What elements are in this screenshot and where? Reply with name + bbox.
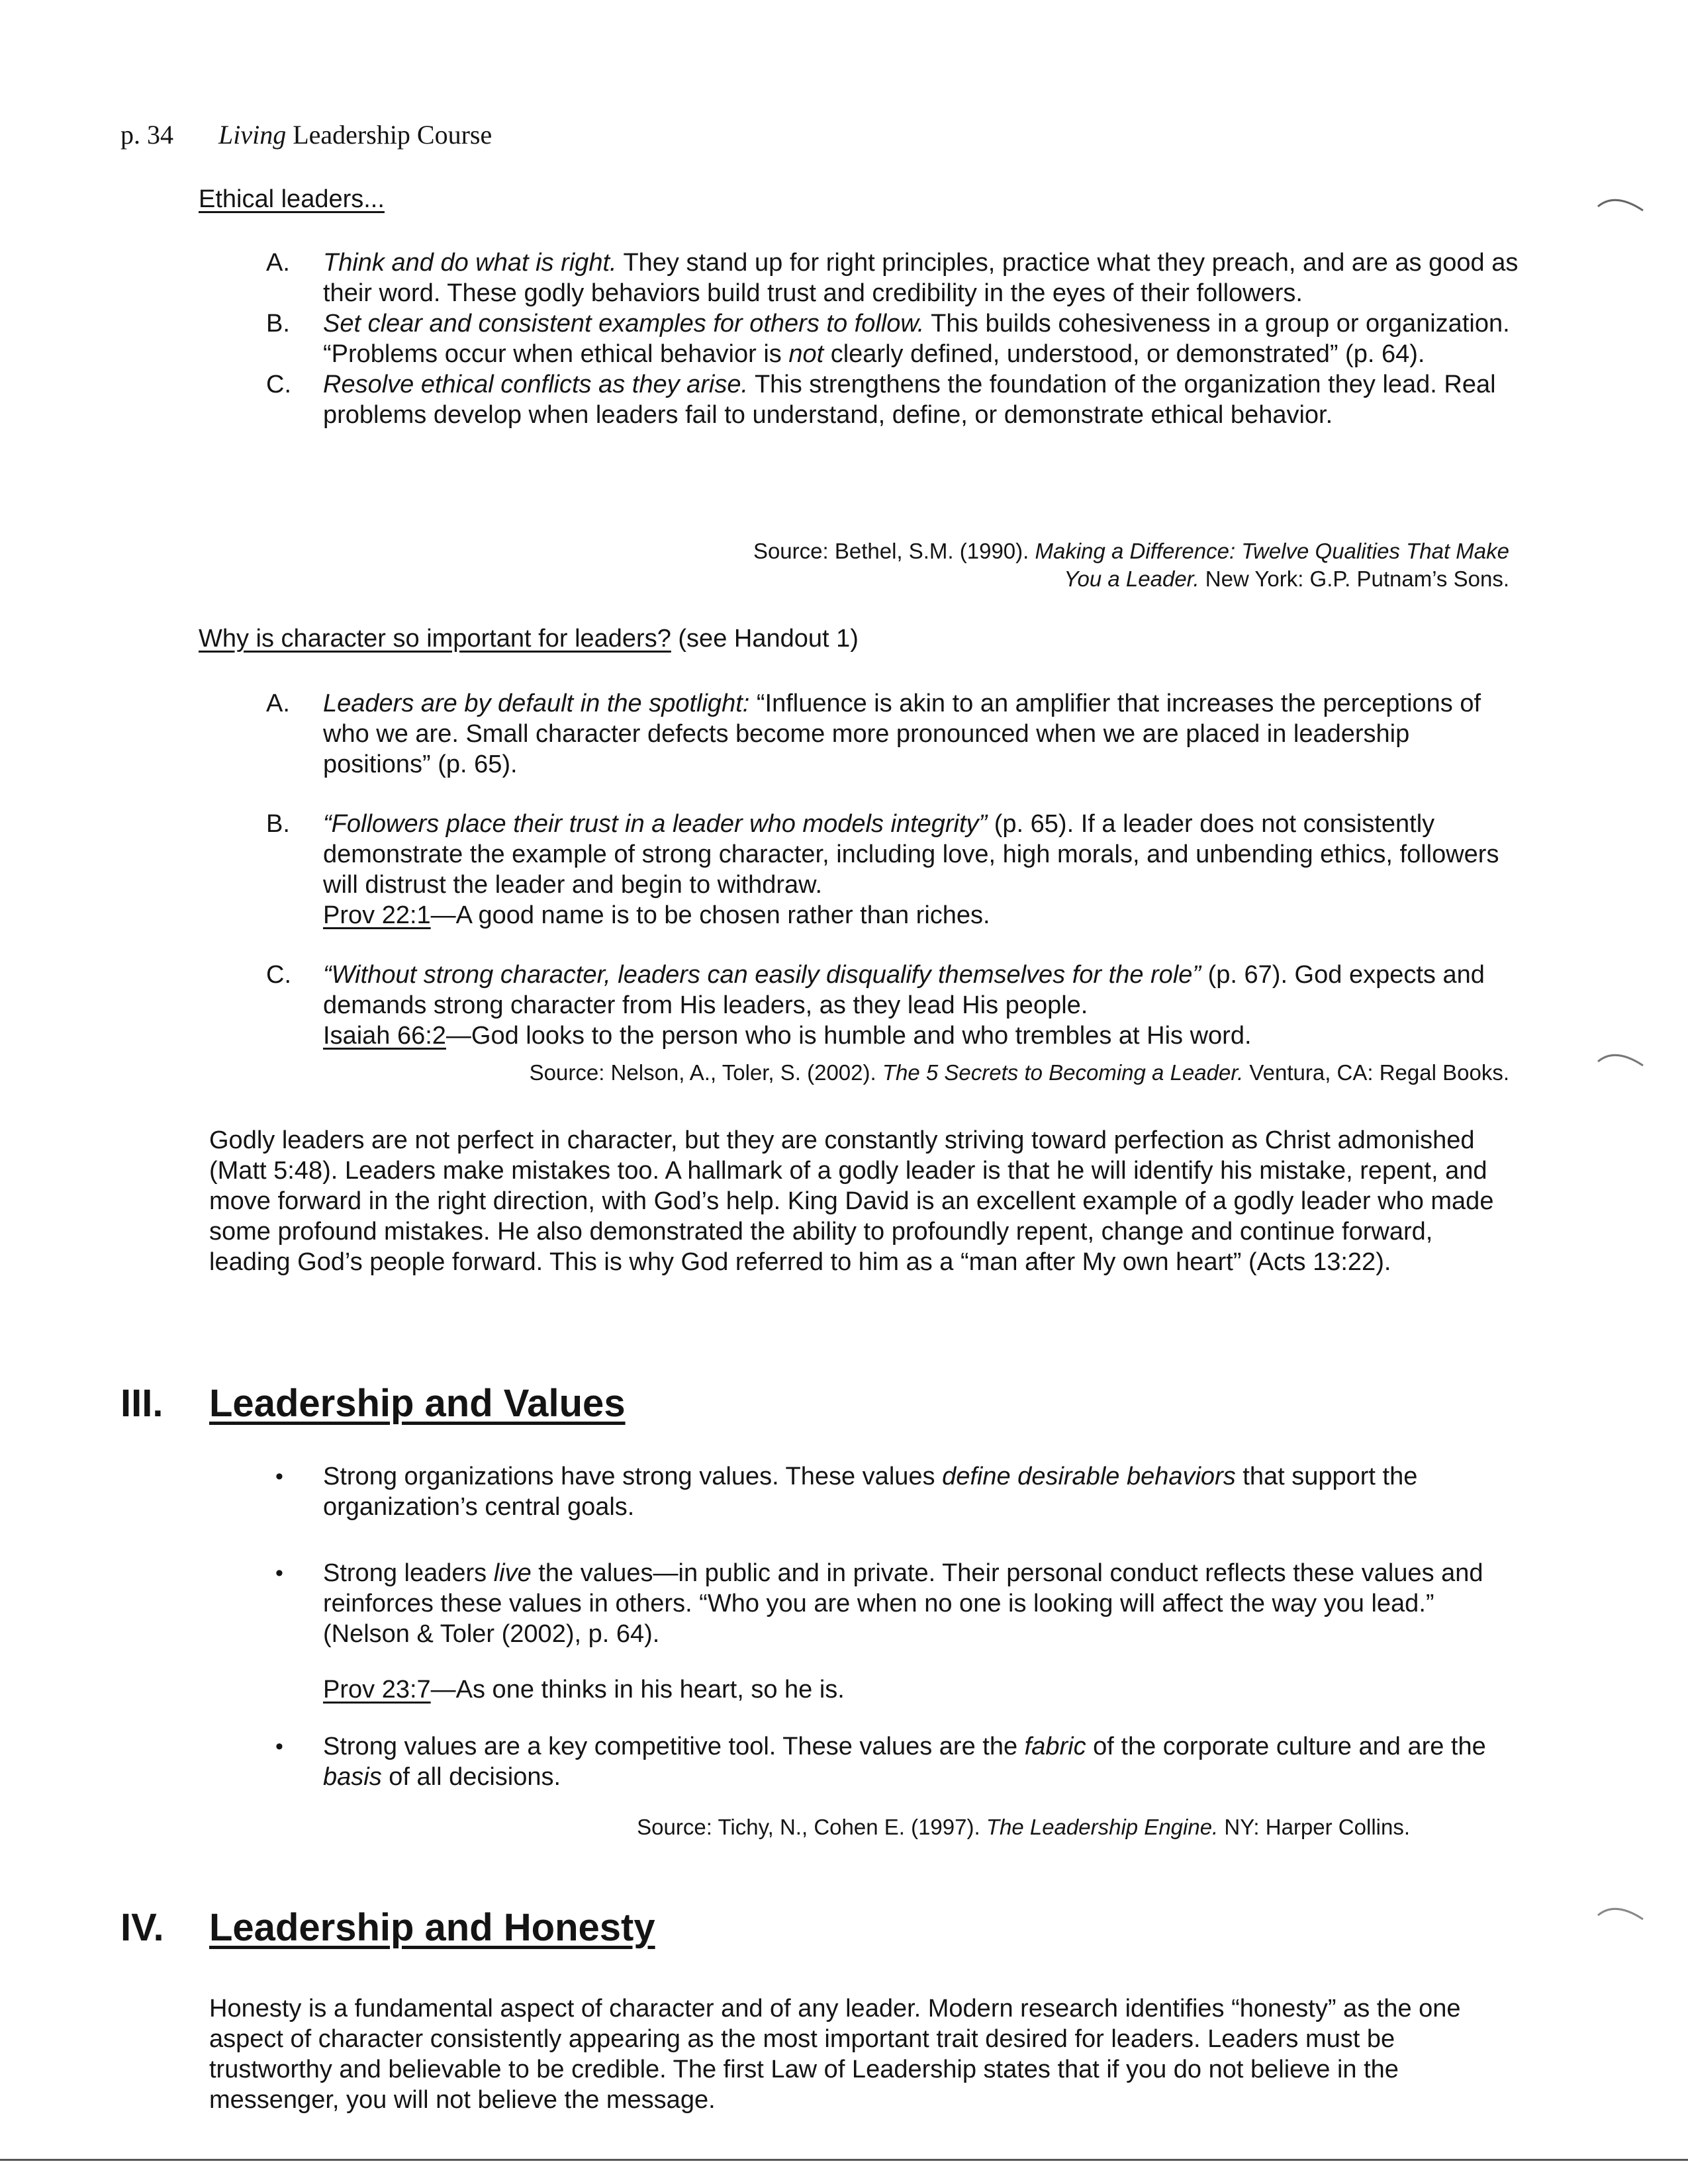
item-text: They stand up for right principles, practice what they preach, and are as good as their word. These godly behaviors build trust and credibility in the eyes of their followers. bbox=[323, 249, 1519, 307]
item-lead: Think and do what is right. bbox=[323, 249, 617, 277]
list-marker: A. bbox=[266, 690, 290, 717]
item-text: clearly defined, understood, or demonstrated” (p. 64). bbox=[823, 340, 1425, 368]
character-heading bbox=[199, 623, 859, 654]
list-marker: B. bbox=[266, 810, 290, 838]
list-item bbox=[266, 248, 1524, 308]
scripture-reference: Prov 22:1 bbox=[323, 901, 431, 929]
item-text: of all decisions. bbox=[381, 1763, 561, 1791]
item-lead: Resolve ethical conflicts as they arise. bbox=[323, 371, 749, 398]
section-number: IV. bbox=[120, 1906, 164, 1949]
item-text: “Influence is akin to an amplifier that increases the perceptions of who we are. Small character defects become more pronounced when we are placed in leadership positions” (p. 65). bbox=[323, 690, 1481, 778]
item-text: Strong organizations have strong values. These values bbox=[323, 1463, 943, 1490]
list-item bbox=[266, 308, 1524, 369]
item-lead: Set clear and consistent examples for others to follow. bbox=[323, 310, 925, 338]
list-marker: C. bbox=[266, 961, 291, 989]
source-title: Making a Difference: Twelve Qualities That Make bbox=[1035, 539, 1509, 563]
item-emphasis: live bbox=[493, 1559, 532, 1587]
item-text: the values—in public and in private. Their personal conduct reflects these values and reinforces these values in others. “Who you are when no one is looking will affect the way you lead.” (Nelson & Toler (2002), p. 64). bbox=[323, 1559, 1483, 1648]
character-heading-text: Why is character so important for leaders? bbox=[199, 625, 671, 653]
source-title: You a Leader. bbox=[1064, 567, 1199, 591]
item-emphasis: define desirable behaviors bbox=[942, 1463, 1236, 1490]
scripture-text: —A good name is to be chosen rather than riches. bbox=[430, 901, 990, 929]
list-item bbox=[266, 960, 1524, 1051]
bullet-marker: • bbox=[275, 1734, 283, 1759]
item-emphasis: fabric bbox=[1024, 1733, 1086, 1760]
source-title: The 5 Secrets to Becoming a Leader. bbox=[882, 1060, 1244, 1085]
source-suffix: Ventura, CA: Regal Books. bbox=[1243, 1060, 1509, 1085]
source-citation bbox=[637, 1813, 1410, 1841]
item-lead: “Without strong character, leaders can easily disqualify themselves for the role” bbox=[323, 961, 1201, 989]
list-item bbox=[266, 1731, 1524, 1792]
scripture-reference: Isaiah 66:2 bbox=[323, 1022, 446, 1050]
source-prefix: Source: Tichy, N., Cohen E. (1997). bbox=[637, 1815, 986, 1839]
character-heading-suffix: (see Handout 1) bbox=[671, 625, 859, 653]
bullet-marker: • bbox=[275, 1561, 283, 1586]
list-item bbox=[266, 369, 1524, 430]
list-item bbox=[266, 809, 1524, 931]
item-emphasis: basis bbox=[323, 1763, 382, 1791]
section-title: Leadership and Honesty bbox=[209, 1906, 655, 1949]
source-title: The Leadership Engine. bbox=[986, 1815, 1219, 1839]
item-text: Strong values are a key competitive tool. These values are the bbox=[323, 1733, 1025, 1760]
ethical-leaders-heading: Ethical leaders... bbox=[199, 185, 385, 213]
source-prefix: Source: Bethel, S.M. (1990). bbox=[753, 539, 1035, 563]
honesty-paragraph: Honesty is a fundamental aspect of character and of any leader. Modern research identifies “honesty” as the one aspect of character consistently appearing as the most important trait desired for leaders. Leaders must be trustworthy and believable to be credible. The first Law of Leadership states that if you do not believe in the messenger, you will not believe the message. bbox=[209, 1995, 1461, 2114]
list-marker: A. bbox=[266, 249, 290, 277]
values-bullet-list bbox=[266, 1461, 1524, 1792]
scan-artifact-icon bbox=[1595, 1046, 1648, 1072]
source-suffix: NY: Harper Collins. bbox=[1218, 1815, 1410, 1839]
source-citation bbox=[753, 537, 1509, 593]
item-text: This builds cohesiveness in a group or organization. “Problems occur when ethical behavior is bbox=[323, 310, 1510, 368]
item-text: (p. 65). If a leader does not consistently demonstrate the example of strong character, including love, high morals, and unbending ethics, followers will distrust the leader and begin to withdraw. bbox=[323, 810, 1499, 899]
character-list bbox=[266, 688, 1524, 1051]
list-item bbox=[266, 688, 1524, 780]
item-text: of the corporate culture and are the bbox=[1086, 1733, 1486, 1760]
bullet-marker: • bbox=[275, 1464, 283, 1489]
source-prefix: Source: Nelson, A., Toler, S. (2002). bbox=[529, 1060, 882, 1085]
scripture-text: —As one thinks in his heart, so he is. bbox=[430, 1676, 845, 1704]
source-suffix: New York: G.P. Putnam’s Sons. bbox=[1199, 567, 1509, 591]
section-heading-honesty bbox=[120, 1906, 655, 1950]
item-text: that support the organization’s central goals. bbox=[323, 1463, 1418, 1521]
item-text: (p. 67). God expects and demands strong character from His leaders, as they lead His people. bbox=[323, 961, 1485, 1019]
section-title: Leadership and Values bbox=[209, 1382, 626, 1425]
ethical-leaders-list bbox=[266, 248, 1524, 430]
bottom-scan-rule bbox=[0, 2159, 1688, 2161]
item-lead: Leaders are by default in the spotlight: bbox=[323, 690, 750, 717]
list-item bbox=[266, 1461, 1524, 1522]
scripture-text: —God looks to the person who is humble and who trembles at His word. bbox=[445, 1022, 1252, 1050]
scan-artifact-icon bbox=[1595, 1899, 1648, 1926]
section-heading-values bbox=[120, 1382, 626, 1426]
section-number: III. bbox=[120, 1382, 164, 1425]
list-item bbox=[266, 1558, 1524, 1705]
list-marker: C. bbox=[266, 371, 291, 398]
item-text: This strengthens the foundation of the organization they lead. Real problems develop when leaders fail to understand, define, or demonstrate ethical behavior. bbox=[323, 371, 1496, 429]
page-header bbox=[120, 119, 492, 151]
scripture-line bbox=[323, 1674, 1524, 1705]
scan-artifact-icon bbox=[1595, 191, 1648, 217]
source-citation bbox=[530, 1059, 1509, 1087]
list-marker: B. bbox=[266, 310, 290, 338]
course-title-italic: Living bbox=[218, 120, 287, 150]
scripture-reference: Prov 23:7 bbox=[323, 1676, 431, 1704]
item-text: Strong leaders bbox=[323, 1559, 494, 1587]
item-emphasis: not bbox=[788, 340, 824, 368]
course-title-rest: Leadership Course bbox=[286, 120, 492, 150]
item-lead: “Followers place their trust in a leader who models integrity” bbox=[323, 810, 988, 838]
godly-leaders-paragraph: Godly leaders are not perfect in character, but they are constantly striving toward perfection as Christ admonished (Matt 5:48). Leaders make mistakes too. A hallmark of a godly leader is that he will identify his mistake, repent, and move forward in the right direction, with God’s help. King David is an excellent example of a godly leader who made some profound mistakes. He also demonstrated the ability to profoundly repent, change and continue forward, leading God’s people forward. This is why God referred to him as a “man after My own heart” (Acts 13:22). bbox=[209, 1126, 1494, 1276]
page-number: p. 34 bbox=[120, 120, 173, 150]
